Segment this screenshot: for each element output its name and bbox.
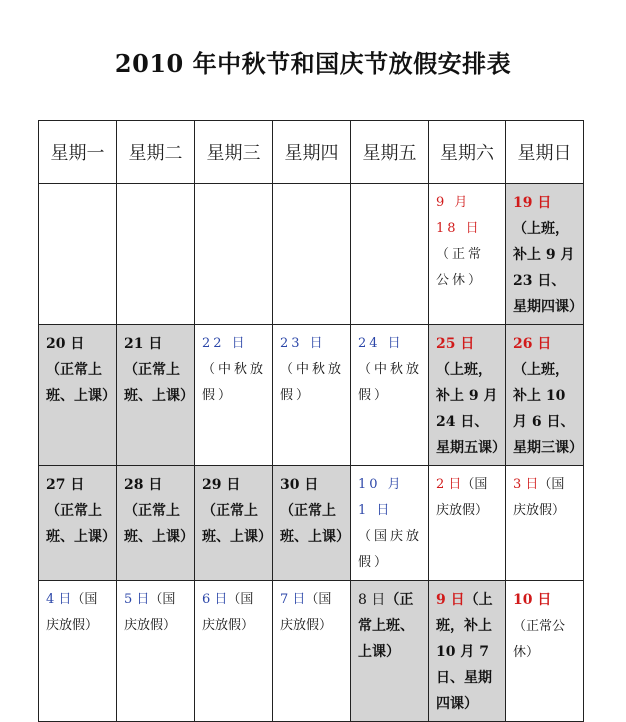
cell-text: 29 日（正常上班、上课）	[202, 477, 272, 545]
cell-note: （上班，补上 10 月 6 日、星期三课）	[513, 362, 583, 456]
cell-note: （国庆放假）	[202, 592, 255, 633]
calendar-cell-oct7	[273, 581, 351, 722]
cell-date: 10 日	[513, 592, 552, 608]
calendar-cell-sep19	[506, 184, 584, 325]
cell-date: 9 月 18 日	[436, 195, 482, 236]
cell-date: 2 日	[436, 477, 462, 492]
cell-date: 9 日	[436, 592, 465, 608]
cell-date: 25 日	[436, 336, 475, 352]
cell-note: （正常公休）	[513, 619, 566, 660]
calendar-cell-sep26	[506, 325, 584, 466]
calendar-cell-sep29	[195, 466, 273, 581]
calendar-cell-oct6	[195, 581, 273, 722]
weekday-header-thu: 星期四	[273, 121, 351, 184]
weekday-header-sun: 星期日	[506, 121, 584, 184]
calendar-cell-sep18	[429, 184, 506, 325]
calendar-cell-sep28	[117, 466, 195, 581]
cell-note: （正常公休）	[436, 247, 485, 288]
week-row-4	[39, 581, 584, 722]
cell-date: 10 月 1 日	[358, 477, 404, 518]
calendar-cell-empty	[195, 184, 273, 325]
cell-date: 5 日	[124, 592, 150, 607]
weekday-header-row	[39, 121, 584, 184]
cell-text: 28 日（正常上班、上课）	[124, 477, 194, 545]
weekday-header-mon: 星期一	[39, 121, 117, 184]
weekday-header-tue: 星期二	[117, 121, 195, 184]
calendar-cell-oct10	[506, 581, 584, 722]
calendar-cell-oct5	[117, 581, 195, 722]
calendar-cell-sep22	[195, 325, 273, 466]
cell-date: 22 日	[202, 336, 248, 351]
cell-note: （中秋放假）	[280, 362, 345, 403]
cell-note: （上班，补上 9 月 23 日、星期四课）	[513, 221, 583, 315]
cell-text: 27 日（正常上班、上课）	[46, 477, 116, 545]
cell-note: （国庆放假）	[436, 477, 489, 518]
cell-note: （国庆放假）	[513, 477, 566, 518]
calendar-cell-sep27	[39, 466, 117, 581]
cell-date: 19 日	[513, 195, 552, 211]
calendar-cell-empty	[351, 184, 429, 325]
cell-date: 4 日	[46, 592, 72, 607]
calendar-cell-oct8	[351, 581, 429, 722]
cell-date: 8 日	[358, 592, 386, 608]
calendar-cell-oct9	[429, 581, 506, 722]
calendar-cell-empty	[273, 184, 351, 325]
page-title: 2010 年中秋节和国庆节放假安排表	[114, 49, 512, 78]
cell-note: （中秋放假）	[202, 362, 267, 403]
calendar-cell-sep20	[39, 325, 117, 466]
calendar-cell-sep25	[429, 325, 506, 466]
calendar-cell-sep21	[117, 325, 195, 466]
week-row-2	[39, 325, 584, 466]
cell-note: （上班，补上 10 月 7 日、星期四课）	[436, 592, 493, 712]
cell-note: （中秋放假）	[358, 362, 423, 403]
calendar-cell-oct1	[351, 466, 429, 581]
calendar-cell-oct4	[39, 581, 117, 722]
cell-text: 21 日（正常上班、上课）	[124, 336, 194, 404]
cell-note: （正常上班、上课）	[358, 592, 414, 660]
cell-date: 7 日	[280, 592, 306, 607]
calendar-cell-sep30	[273, 466, 351, 581]
calendar-cell-oct3	[506, 466, 584, 581]
weekday-header-sat: 星期六	[429, 121, 506, 184]
cell-date: 6 日	[202, 592, 228, 607]
week-row-1	[39, 184, 584, 325]
weekday-header-wed: 星期三	[195, 121, 273, 184]
cell-date: 24 日	[358, 336, 404, 351]
cell-date: 23 日	[280, 336, 326, 351]
cell-date: 3 日	[513, 477, 539, 492]
cell-note: （国庆放假）	[358, 529, 423, 570]
cell-note: （国庆放假）	[124, 592, 177, 633]
cell-text: 20 日（正常上班、上课）	[46, 336, 116, 404]
cell-note: （国庆放假）	[280, 592, 333, 633]
holiday-calendar-table	[38, 120, 584, 722]
calendar-cell-empty	[117, 184, 195, 325]
week-row-3	[39, 466, 584, 581]
calendar-cell-empty	[39, 184, 117, 325]
calendar-cell-sep24	[351, 325, 429, 466]
cell-note: （国庆放假）	[46, 592, 99, 633]
cell-note: （上班，补上 9 月 24 日、星期五课）	[436, 362, 506, 456]
calendar-cell-sep23	[273, 325, 351, 466]
calendar-cell-oct2	[429, 466, 506, 581]
cell-date: 26 日	[513, 336, 552, 352]
weekday-header-fri: 星期五	[351, 121, 429, 184]
cell-text: 30 日（正常上班、上课）	[280, 477, 350, 545]
